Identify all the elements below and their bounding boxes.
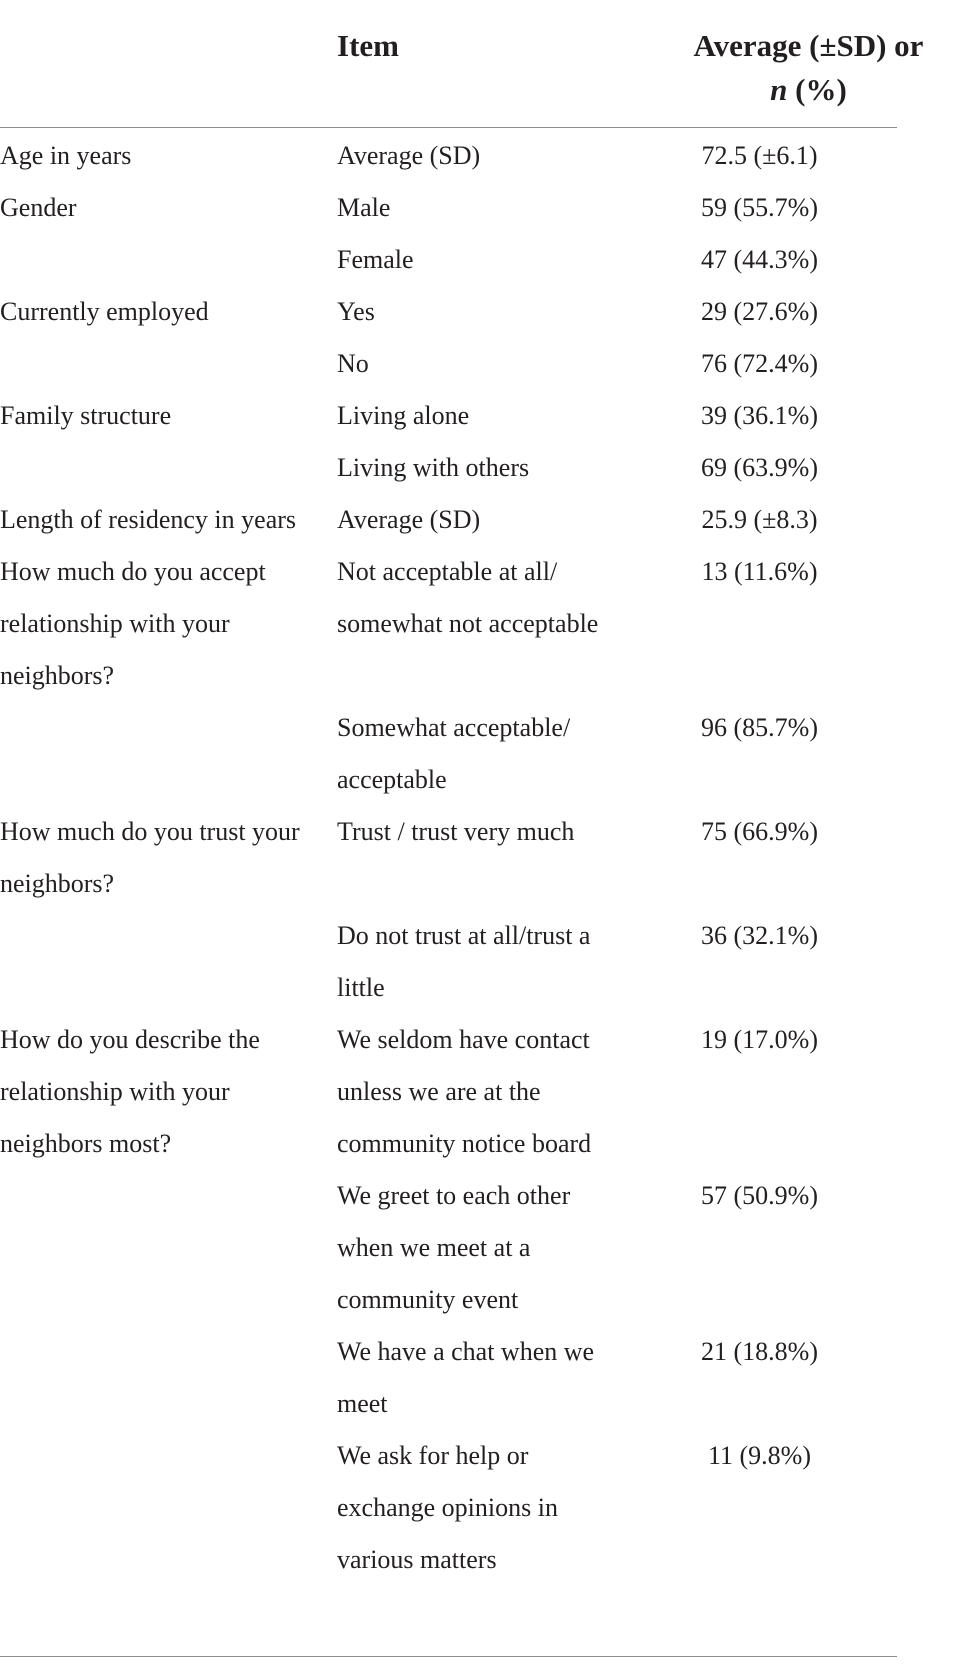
- data-table: [0, 130, 897, 1586]
- row-item: No: [337, 349, 369, 378]
- row-category: [0, 442, 337, 494]
- row-category: [0, 1170, 337, 1326]
- table-row: [0, 910, 897, 1014]
- row-item: Yes: [337, 297, 375, 326]
- row-category: [0, 234, 337, 286]
- row-item: Trust / trust very much: [337, 817, 575, 846]
- table-row: [0, 1430, 897, 1586]
- row-value: 29 (27.6%): [701, 297, 818, 326]
- table-row: [0, 182, 897, 234]
- table-row: [0, 442, 897, 494]
- table-row: [0, 130, 897, 182]
- table-row: [0, 702, 897, 806]
- column-header-item: Item: [337, 28, 399, 63]
- row-item: We seldom have contact unless we are at the community notice board: [337, 1025, 592, 1158]
- row-category: [0, 1326, 337, 1430]
- row-category: [0, 1430, 337, 1586]
- row-item: Male: [337, 193, 391, 222]
- row-value: 39 (36.1%): [701, 401, 818, 430]
- table-bottom-rule: [0, 1656, 897, 1657]
- row-item: Living alone: [337, 401, 470, 430]
- row-item: Average (SD): [337, 141, 481, 170]
- table-body: [0, 130, 897, 1586]
- row-category: How much do you accept relationship with your neighbors?: [0, 557, 266, 690]
- row-category: [0, 702, 337, 806]
- row-value: 11 (9.8%): [707, 1441, 811, 1470]
- row-category: Age in years: [0, 141, 132, 170]
- table-row: [0, 1326, 897, 1430]
- table-row: [0, 806, 897, 910]
- row-category: Currently employed: [0, 297, 209, 326]
- row-category: Length of residency in years: [0, 505, 297, 534]
- header-divider: [0, 127, 897, 128]
- row-item: We ask for help or exchange opinions in various matters: [337, 1441, 558, 1574]
- row-category: How do you describe the relationship with your neighbors most?: [0, 1025, 260, 1158]
- row-value: 69 (63.9%): [701, 453, 818, 482]
- row-category: [0, 910, 337, 1014]
- row-value: 13 (11.6%): [701, 557, 818, 586]
- table-row: [0, 494, 897, 546]
- row-value: 47 (44.3%): [701, 245, 818, 274]
- row-category: [0, 338, 337, 390]
- column-header-value-line1: Average (±SD) or: [693, 28, 924, 63]
- table-row: [0, 338, 897, 390]
- row-item: Average (SD): [337, 505, 481, 534]
- row-category: Gender: [0, 193, 77, 222]
- row-value: 21 (18.8%): [701, 1337, 818, 1366]
- row-item: We have a chat when we meet: [337, 1337, 595, 1418]
- row-value: 72.5 (±6.1): [701, 141, 818, 170]
- row-item: Female: [337, 245, 414, 274]
- table-row: [0, 1170, 897, 1326]
- column-header-value-pct: (%): [787, 72, 847, 107]
- row-category: Family structure: [0, 401, 172, 430]
- row-value: 19 (17.0%): [701, 1025, 818, 1054]
- row-item: Do not trust at all/trust a little: [337, 921, 591, 1002]
- table-row: [0, 286, 897, 338]
- row-item: Living with others: [337, 453, 530, 482]
- table-row: [0, 1014, 897, 1170]
- row-item: Somewhat acceptable/ acceptable: [337, 713, 571, 794]
- row-category: How much do you trust your neighbors?: [0, 817, 300, 898]
- row-value: 57 (50.9%): [701, 1181, 818, 1210]
- row-value: 59 (55.7%): [701, 193, 818, 222]
- column-header-value-n: n: [770, 72, 788, 107]
- row-value: 75 (66.9%): [701, 817, 818, 846]
- row-value: 96 (85.7%): [701, 713, 818, 742]
- row-value: 36 (32.1%): [701, 921, 818, 950]
- table-row: [0, 234, 897, 286]
- row-value: 25.9 (±8.3): [701, 505, 818, 534]
- table-row: [0, 546, 897, 702]
- row-item: We greet to each other when we meet at a community event: [337, 1181, 571, 1314]
- column-header-value: [660, 24, 957, 112]
- row-value: 76 (72.4%): [701, 349, 818, 378]
- table-row: [0, 390, 897, 442]
- row-item: Not acceptable at all/ somewhat not acceptable: [337, 557, 599, 638]
